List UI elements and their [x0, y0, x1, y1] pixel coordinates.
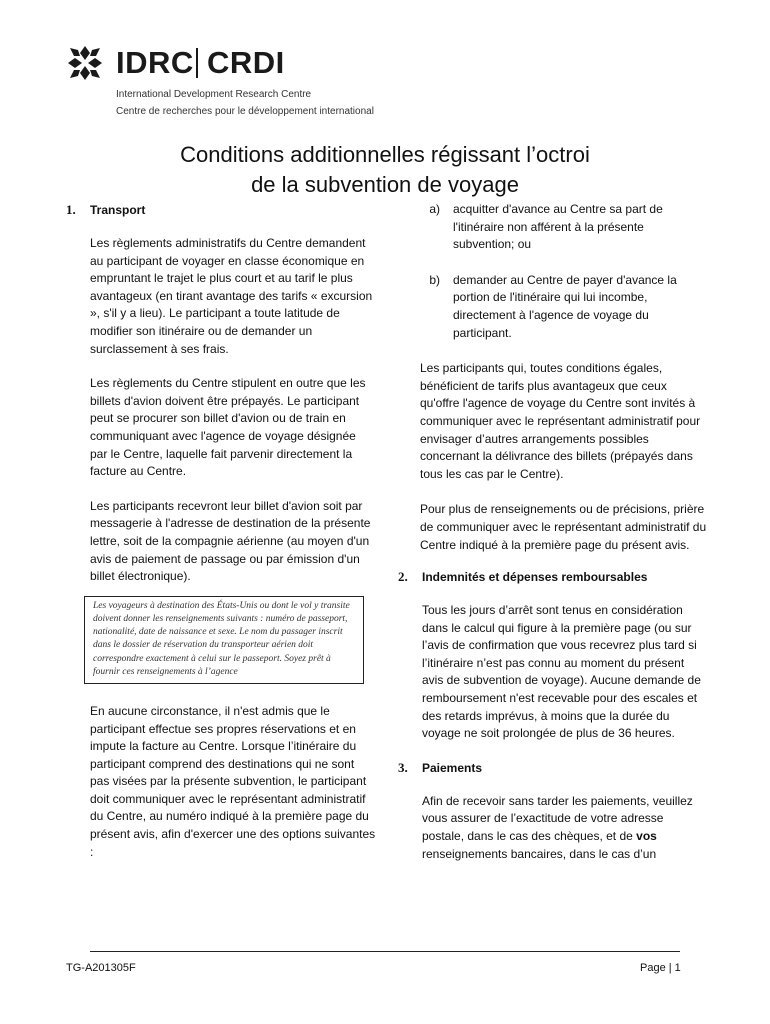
ticket-arrangements-paragraph: Les participants qui, toutes conditions égales, bénéficient de tarifs plus avantageux que ceux qu'offre l'agence de voyage du Centre sont invités à communiquer avec le représentant administratif pour envisager d’autres arrangements possibles concernant la délivrance des billets (prépayés dans tous les cas par le Centre). — [420, 361, 701, 481]
payments-text-bold: vos — [636, 829, 657, 844]
list-item-text: demander au Centre de payer d'avance la portion de l'itinéraire qui lui incombe, directement à l'agence de voyage du participant. — [453, 272, 677, 340]
section-number: 3. — [398, 759, 408, 775]
section-3-heading — [398, 759, 708, 777]
footer-rule — [90, 951, 680, 952]
section-title: Indemnités et dépenses remboursables — [422, 570, 648, 585]
list-item — [398, 272, 708, 342]
logo-crdi-text: CRDI — [207, 45, 285, 80]
us-travel-notice-box: Les voyageurs à destination des États-Unis ou dont le vol y transite doivent donner les renseignements suivants : numéro de passeport, nationalité, date de naissance et sexe. Le nom du passager inscrit dans le dossier de réservation du transporteur aérien doit correspondre exactement à celui sur le passeport. Soyez prêt à fournir ces renseignements à l’agence — [84, 596, 364, 684]
list-item-label: a) — [429, 202, 440, 216]
list-item-label: b) — [429, 272, 440, 287]
section-title: Paiements — [422, 760, 483, 775]
section-1-heading — [66, 201, 376, 219]
section-number: 2. — [398, 569, 408, 585]
section-title: Transport — [90, 203, 146, 217]
section-number: 1. — [66, 202, 76, 217]
idrc-crdi-logo — [66, 44, 396, 124]
list-item — [398, 201, 708, 254]
right-column — [398, 201, 708, 863]
org-name-en: International Development Research Centre — [116, 89, 312, 100]
org-name-fr: Centre de recherches pour le développement international — [116, 106, 374, 117]
transport-paragraph-3: Les participants recevront leur billet d'avion soit par messagerie à l'adresse de destination de la présente lettre, soit de la compagnie aérienne (au moyen d'un avis de paiement de passage ou par émission d'un billet électronique). — [90, 498, 371, 584]
footer-document-code: TG-A201305F — [66, 962, 136, 974]
transport-paragraph-1: Les règlements administratifs du Centre demandent au participant de voyager en classe économique en empruntant le trajet le plus court et au tarif le plus avantageux (en tirant avantage des tarifs « excursion », s'il y a lieu). Le participant a toute latitude de modifier son itinéraire ou de demander un surclassement à ses frais. — [90, 236, 373, 356]
document-title-line2: de la subvention de voyage — [251, 172, 519, 197]
document-title-line1: Conditions additionnelles régissant l’octroi — [180, 142, 590, 167]
allowances-paragraph: Tous les jours d’arrêt sont tenus en considération dans le calcul qui figure à la première page (ou sur l’avis de confirmation que vous recevrez plus tard si l’itinéraire n’est pas connu au moment du présent avis de subvention de voyage). Aucune demande de remboursement n'est recevable pour des escales et des retards imprévus, à moins que la durée du voyage ne soit prolongée de plus de 36 heures. — [422, 603, 701, 741]
payments-text-start: Afin de recevoir sans tarder les paiements, veuillez vous assurer de l’exactitude de votre adresse postale, dans le cas des chèques, et de — [422, 793, 693, 844]
idrc-emblem-icon — [66, 44, 104, 82]
transport-paragraph-4: En aucune circonstance, il n'est admis que le participant effectue ses propres réservations et en impute la facture au Centre. Lorsque l’itinéraire du participant comprend des destinations qui ne sont pas visées par la présente subvention, le participant doit communiquer avec le représentant administratif du Centre, au numéro indiqué à la première page du présent avis, afin d'exercer une des options suivantes : — [90, 703, 376, 859]
logo-idrc-text: IDRC — [116, 45, 194, 80]
left-column — [66, 201, 376, 861]
payments-text-end: renseignements bancaires, dans le cas d’un — [422, 846, 657, 861]
transport-paragraph-2: Les règlements du Centre stipulent en outre que les billets d'avion doivent être prépayés. Le participant peut se procurer son billet d'avion ou de train en communiquant avec l'agence de voyage désignée par le Centre, laquelle fait parvenir directement la facture au Centre. — [90, 376, 366, 479]
section-2-heading — [398, 568, 708, 586]
footer-page-number: Page | 1 — [640, 962, 681, 974]
logo-divider — [196, 48, 198, 78]
payments-paragraph — [398, 793, 708, 863]
contact-paragraph: Pour plus de renseignements ou de précisions, prière de communiquer avec le représentant administratif du Centre indiqué à la première page du présent avis. — [420, 502, 707, 552]
list-item-text: acquitter d'avance au Centre sa part de l'itinéraire non afférent à la présente subvention; ou — [453, 202, 663, 252]
